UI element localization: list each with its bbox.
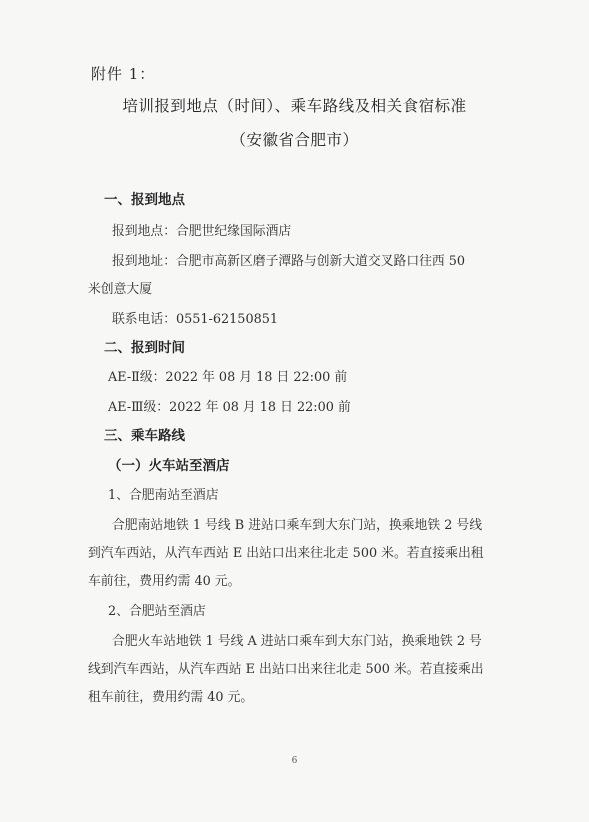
registration-place: 报到地点：合肥世纪缘国际酒店 (112, 224, 292, 239)
time-level-3: AE-Ⅲ级：2022 年 08 月 18 日 22:00 前 (108, 400, 351, 415)
route1-line1: 合肥南站地铁 1 号线 B 进站口乘车到大东门站，换乘地铁 2 号线 (112, 518, 483, 533)
registration-address-line1: 报到地址：合肥市高新区磨子潭路与创新大道交叉路口往西 50 (112, 254, 466, 269)
section-heading-route: 三、乘车路线 (104, 428, 185, 444)
document-title: 培训报到地点（时间）、乘车路线及相关食宿标准 (122, 97, 467, 115)
route2-line3: 租车前往，费用约需 40 元。 (88, 690, 254, 705)
route1-title: 1、合肥南站至酒店 (108, 488, 219, 503)
registration-address-line2: 米创意大厦 (88, 282, 152, 297)
route2-line2: 线到汽车西站，从汽车西站 E 出站口出来往北走 500 米。若直接乘出 (88, 662, 484, 677)
route1-line2: 到汽车西站，从汽车西站 E 出站口出来往北走 500 米。若直接乘出租 (88, 546, 484, 561)
time-level-2: AE-Ⅱ级：2022 年 08 月 18 日 22:00 前 (108, 370, 348, 385)
section-heading-location: 一、报到地点 (104, 192, 185, 208)
section-heading-time: 二、报到时间 (104, 340, 185, 356)
route1-line3: 车前往，费用约需 40 元。 (88, 574, 241, 589)
contact-phone: 联系电话：0551-62150851 (112, 312, 279, 327)
route2-title: 2、合肥站至酒店 (108, 604, 206, 619)
page-number: 6 (291, 756, 298, 766)
attachment-label: 附件 1： (91, 65, 156, 83)
route2-line1: 合肥火车站地铁 1 号线 A 进站口乘车到大东门站，换乘地铁 2 号 (112, 634, 482, 649)
subsection-heading-train: （一）火车站至酒店 (108, 458, 230, 474)
document-subtitle: （安徽省合肥市） (230, 131, 359, 149)
